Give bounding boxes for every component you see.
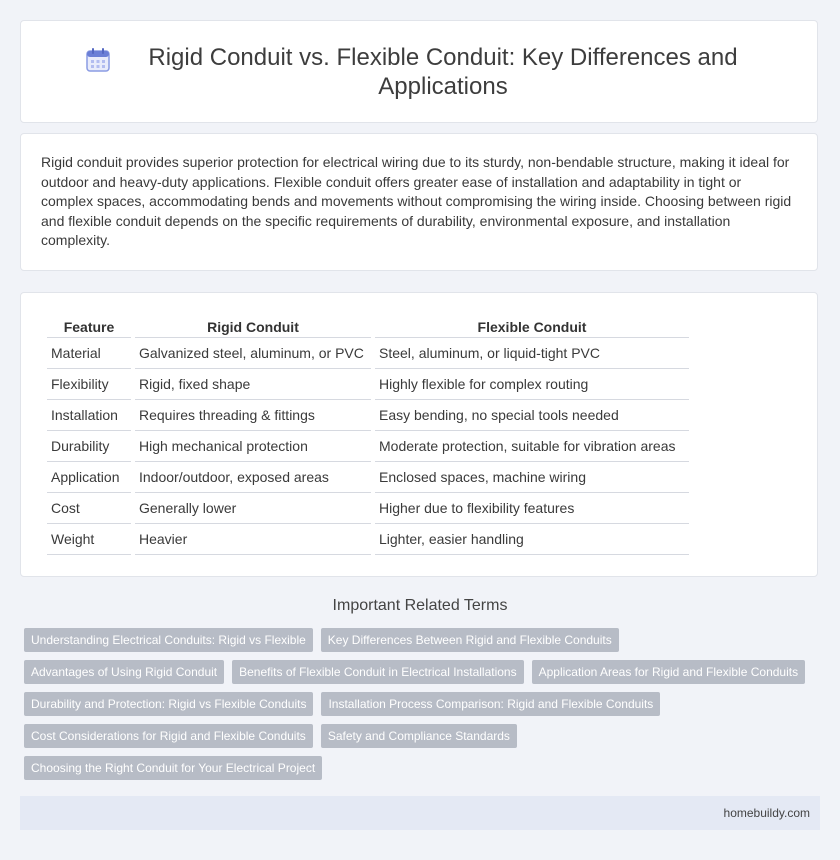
comparison-table <box>43 313 693 555</box>
flexible-cell: Moderate protection, suitable for vibration areas <box>375 431 689 462</box>
related-term-tag[interactable]: Installation Process Comparison: Rigid and Flexible Conduits <box>321 692 660 716</box>
table-row <box>47 493 689 524</box>
rigid-cell: Rigid, fixed shape <box>135 369 371 400</box>
table-row <box>47 462 689 493</box>
footer-site-link[interactable]: homebuildy.com <box>723 806 810 820</box>
column-header-feature: Feature <box>47 313 131 338</box>
feature-cell: Material <box>47 338 131 369</box>
feature-cell: Durability <box>47 431 131 462</box>
flexible-cell: Enclosed spaces, machine wiring <box>375 462 689 493</box>
table-row <box>47 400 689 431</box>
rigid-cell: Generally lower <box>135 493 371 524</box>
feature-cell: Cost <box>47 493 131 524</box>
footer <box>20 796 820 830</box>
related-term-tag[interactable]: Safety and Compliance Standards <box>321 724 517 748</box>
table-row <box>47 338 689 369</box>
related-terms-tags <box>24 628 824 788</box>
flexible-cell: Higher due to flexibility features <box>375 493 689 524</box>
related-term-tag[interactable]: Benefits of Flexible Conduit in Electrical Installations <box>232 660 523 684</box>
flexible-cell: Easy bending, no special tools needed <box>375 400 689 431</box>
flexible-cell: Steel, aluminum, or liquid-tight PVC <box>375 338 689 369</box>
calendar-icon <box>85 47 111 73</box>
comparison-table-card <box>20 292 818 577</box>
related-term-tag[interactable]: Choosing the Right Conduit for Your Electrical Project <box>24 756 322 780</box>
related-term-tag[interactable]: Key Differences Between Rigid and Flexible Conduits <box>321 628 619 652</box>
feature-cell: Application <box>47 462 131 493</box>
feature-cell: Flexibility <box>47 369 131 400</box>
rigid-cell: Galvanized steel, aluminum, or PVC <box>135 338 371 369</box>
page-title: Rigid Conduit vs. Flexible Conduit: Key Differences and Applications <box>148 43 738 100</box>
table-row <box>47 524 689 555</box>
rigid-cell: Indoor/outdoor, exposed areas <box>135 462 371 493</box>
column-header-rigid: Rigid Conduit <box>135 313 371 338</box>
rigid-cell: High mechanical protection <box>135 431 371 462</box>
related-term-tag[interactable]: Application Areas for Rigid and Flexible Conduits <box>532 660 805 684</box>
flexible-cell: Highly flexible for complex routing <box>375 369 689 400</box>
intro-card <box>20 133 818 271</box>
related-terms-heading: Important Related Terms <box>332 597 508 614</box>
intro-paragraph: Rigid conduit provides superior protection for electrical wiring due to its sturdy, non-bendable structure, making it ideal for outdoor and heavy-duty applications. Flexible conduit offers greater ease of installation and adaptability in tight or complex spaces, accommodating bends and movements without compromising the wiring inside. Choosing between rigid and flexible conduit depends on the specific requirements of durability, environmental exposure, and installation complexity. <box>41 154 792 249</box>
header-card <box>20 20 818 123</box>
rigid-cell: Requires threading & fittings <box>135 400 371 431</box>
flexible-cell: Lighter, easier handling <box>375 524 689 555</box>
table-row <box>47 431 689 462</box>
table-row <box>47 369 689 400</box>
rigid-cell: Heavier <box>135 524 371 555</box>
feature-cell: Weight <box>47 524 131 555</box>
table-header-row <box>47 313 689 338</box>
feature-cell: Installation <box>47 400 131 431</box>
column-header-flexible: Flexible Conduit <box>375 313 689 338</box>
related-term-tag[interactable]: Understanding Electrical Conduits: Rigid vs Flexible <box>24 628 313 652</box>
related-term-tag[interactable]: Durability and Protection: Rigid vs Flexible Conduits <box>24 692 313 716</box>
related-term-tag[interactable]: Advantages of Using Rigid Conduit <box>24 660 224 684</box>
related-term-tag[interactable]: Cost Considerations for Rigid and Flexible Conduits <box>24 724 313 748</box>
